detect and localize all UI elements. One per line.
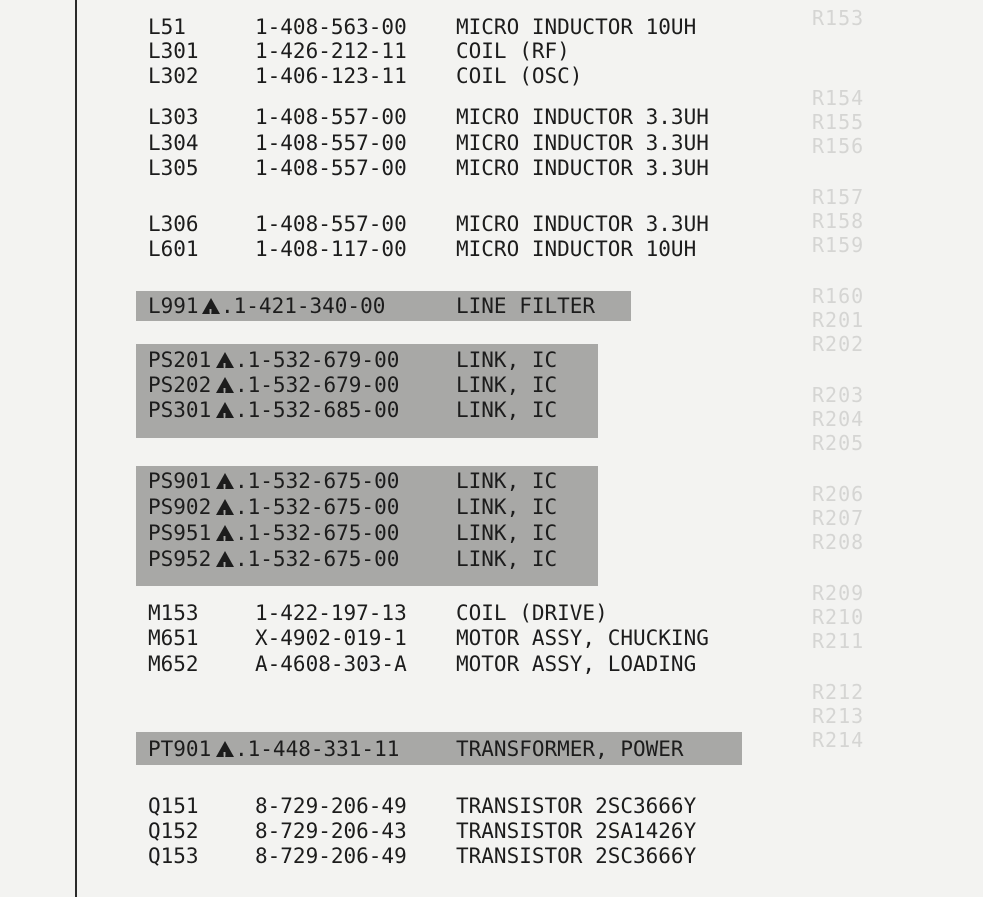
reference-designator: Q153 <box>148 844 199 868</box>
reference-designator: PT901 <box>148 737 212 761</box>
part-number: 1-406-123-11 <box>255 64 407 88</box>
reference-designator: L306 <box>148 212 199 236</box>
reference-designator: L303 <box>148 105 199 129</box>
part-description: TRANSISTOR 2SC3666Y <box>456 844 697 868</box>
part-number: 1-408-117-00 <box>255 237 407 261</box>
part-number: 8-729-206-49 <box>255 794 407 818</box>
warning-triangle-icon <box>202 298 220 314</box>
reference-designator: PS201 <box>148 348 212 372</box>
part-number: 1-408-563-00 <box>255 15 407 39</box>
part-number: .1-448-331-11 <box>235 737 400 761</box>
part-number: A-4608-303-A <box>255 652 407 676</box>
reference-designator: PS901 <box>148 469 212 493</box>
part-number: 1-408-557-00 <box>255 212 407 236</box>
part-description: LINK, IC <box>456 469 558 493</box>
part-number: .1-532-675-00 <box>235 547 400 571</box>
part-description: COIL (RF) <box>456 39 570 63</box>
part-number: 1-408-557-00 <box>255 156 407 180</box>
part-description: TRANSISTOR 2SC3666Y <box>456 794 697 818</box>
warning-triangle-icon <box>216 473 234 489</box>
warning-triangle-icon <box>216 525 234 541</box>
part-description: LINK, IC <box>456 373 558 397</box>
reference-designator: PS202 <box>148 373 212 397</box>
part-description: TRANSFORMER, POWER <box>456 737 684 761</box>
part-description: MICRO INDUCTOR 3.3UH <box>456 156 709 180</box>
part-description: MICRO INDUCTOR 3.3UH <box>456 105 709 129</box>
part-description: LINK, IC <box>456 547 558 571</box>
column-divider <box>75 0 77 897</box>
part-description: MICRO INDUCTOR 10UH <box>456 15 697 39</box>
part-number: .1-532-685-00 <box>235 398 400 422</box>
reference-designator: PS902 <box>148 495 212 519</box>
reference-designator: L601 <box>148 237 199 261</box>
part-description: LINK, IC <box>456 348 558 372</box>
warning-triangle-icon <box>216 551 234 567</box>
part-description: MICRO INDUCTOR 3.3UH <box>456 212 709 236</box>
part-number: .1-532-675-00 <box>235 521 400 545</box>
part-number: 1-426-212-11 <box>255 39 407 63</box>
reference-designator: M651 <box>148 626 199 650</box>
reference-designator: Q152 <box>148 819 199 843</box>
part-description: TRANSISTOR 2SA1426Y <box>456 819 697 843</box>
reference-designator: L305 <box>148 156 199 180</box>
part-description: COIL (OSC) <box>456 64 583 88</box>
parts-list-page: R153 R154 R155 R156 R157 R158 R159 R160 R201 R202 R203 R204 R205 R206 R207 R208 R209 R210 R211 R212 R213 R214 L51 1-408-563-00 MICRO INDUCTOR 10UH L301 1-426-212-11 COIL (RF) L302 1-406-123-11 COIL (OSC) L303 1-408-557-00 MICRO INDUCTOR 3.3UH L304 1-408-557-00 MICRO INDUCTOR 3.3UH L305 1-408-557-00 MICRO INDUCTOR 3.3UH L306 1-408-557-00 MICRO INDUCTOR 3.3UH L601 1-408-117-00 MICRO INDUCTOR 10UH L991 ! .1-421-340-00 LINE FILTER PS201 ! .1-532-679-00 LINK, IC PS202 ! .1-532-679-00 LINK, IC PS301 ! .1-532-685-00 LINK, IC PS901 ! .1-532-675-00 LINK, IC PS902 ! .1-532-675-00 LINK, IC PS951 ! .1-532-675-00 LINK, IC PS952 ! .1-532-675-00 LINK, IC M153 1-422-197-13 COIL (DRIVE) M651 X-4902-019-1 MOTOR ASSY, CHUCKING M652 A-4608-303-A MOTOR ASSY, LOADING PT901 ! .1-448-331-11 TRANSFORMER, POWER Q151 8-729-206-49 TRANSISTOR 2SC3666Y Q152 8-729-206-43 TRANSISTOR 2SA1426Y Q153 8-729-206-49 TRANSISTOR 2SC3666Y <box>0 0 983 897</box>
part-description: LINE FILTER <box>456 294 596 318</box>
reference-designator: L302 <box>148 64 199 88</box>
part-number: X-4902-019-1 <box>255 626 407 650</box>
warning-triangle-icon <box>216 402 234 418</box>
reference-designator: Q151 <box>148 794 199 818</box>
part-description: LINK, IC <box>456 495 558 519</box>
part-number: 8-729-206-49 <box>255 844 407 868</box>
part-description: COIL (DRIVE) <box>456 601 608 625</box>
reference-designator: PS952 <box>148 547 212 571</box>
part-number: .1-532-675-00 <box>235 495 400 519</box>
part-number: .1-532-675-00 <box>235 469 400 493</box>
part-number: 1-422-197-13 <box>255 601 407 625</box>
part-number: .1-532-679-00 <box>235 348 400 372</box>
reference-designator: M153 <box>148 601 199 625</box>
warning-triangle-icon <box>216 377 234 393</box>
part-description: MICRO INDUCTOR 3.3UH <box>456 131 709 155</box>
part-description: MOTOR ASSY, CHUCKING <box>456 626 709 650</box>
part-number: 8-729-206-43 <box>255 819 407 843</box>
warning-triangle-icon <box>216 499 234 515</box>
reference-designator: L51 <box>148 15 186 39</box>
bleed-through-text: R153 <box>812 6 865 30</box>
part-number: .1-421-340-00 <box>221 294 386 318</box>
reference-designator: M652 <box>148 652 199 676</box>
reference-designator: L301 <box>148 39 199 63</box>
part-number: .1-532-679-00 <box>235 373 400 397</box>
reference-designator: PS951 <box>148 521 212 545</box>
warning-triangle-icon <box>216 352 234 368</box>
reference-designator: L991 <box>148 294 199 318</box>
part-number: 1-408-557-00 <box>255 131 407 155</box>
warning-triangle-icon <box>216 741 234 757</box>
reference-designator: PS301 <box>148 398 212 422</box>
part-description: MOTOR ASSY, LOADING <box>456 652 697 676</box>
part-number: 1-408-557-00 <box>255 105 407 129</box>
part-description: MICRO INDUCTOR 10UH <box>456 237 697 261</box>
reference-designator: L304 <box>148 131 199 155</box>
part-description: LINK, IC <box>456 398 558 422</box>
part-description: LINK, IC <box>456 521 558 545</box>
